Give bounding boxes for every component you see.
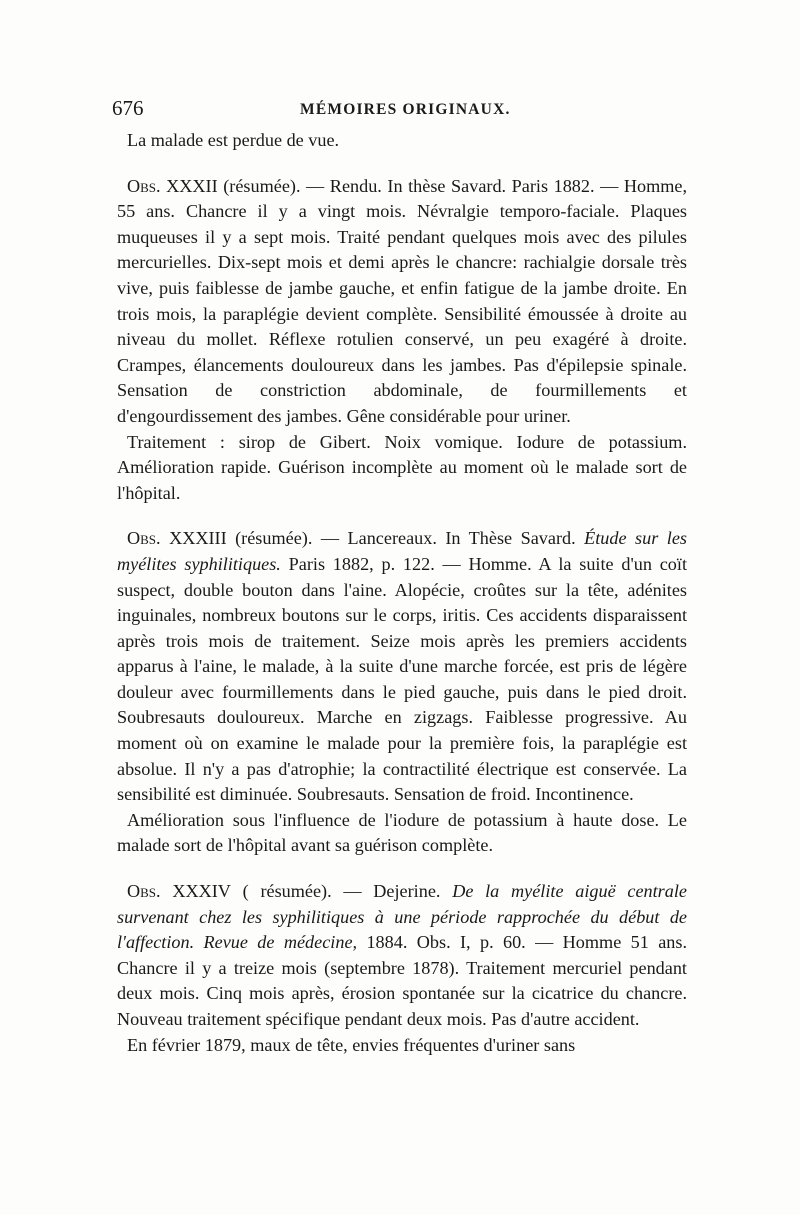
- observation-33-improvement: Amélioration sous l'influence de l'iodure de potassium à haute dose. Le malade sort de l'hôpital avant sa guérison complète.: [117, 809, 687, 856]
- observation-label: Obs. XXXIV: [127, 881, 231, 902]
- observation-label: Obs. XXXII: [127, 175, 218, 196]
- observation-text: (résumée). — Rendu. In thèse Savard. Paris 1882. — Homme, 55 ans. Chancre il y a vingt mois. Névralgie temporo-faciale. Plaques muqueuses il y a sept mois. Traité pendant quelques mois avec des pilules mercurielles. Dix-sept mois et demi après le chancre: rachialgie dorsale très vive, puis faiblesse de jambe gauche, et enfin fatigue de la jambe droite. En trois mois, la paraplégie devient complète. Sensibilité émoussée à droite au niveau du mollet. Réflexe rotulien conservé, un peu exagéré à droite. Crampes, élancements douloureux dans les jambes. Pas d'épilepsie spinale. Sensation de constriction abdominale, de fourmillements et d'engourdissement des jambes. Gêne considérable pour uriner.: [117, 175, 687, 426]
- running-head: MÉMOIRES ORIGINAUX.: [300, 101, 511, 118]
- observation-34-continuation: En février 1879, maux de tête, envies fréquentes d'uriner sans: [127, 1034, 576, 1055]
- page-header: [112, 96, 692, 122]
- observation-text: ( résumée). — Dejerine.: [230, 881, 453, 902]
- page-number: 676: [112, 96, 144, 120]
- cited-work-title: De la myélite aiguë centrale survenant chez les syphilitiques à une période rapprochée du début de l'affection. Revue de médecine,: [117, 881, 687, 953]
- observation-text: (résumée). — Lancereaux. In Thèse Savard.: [226, 528, 585, 549]
- observation-text: 1884. Obs. I, p. 60. — Homme 51 ans. Chancre il y a treize mois (septembre 1878). Traitement mercuriel pendant deux mois. Cinq mois après, érosion spontanée sur la cicatrice du chancre. Nouveau traitement spécifique pendant deux mois. Pas d'autre accident.: [117, 932, 688, 1029]
- paragraph-lost-to-follow-up: La malade est perdue de vue.: [127, 130, 340, 150]
- observation-34: [117, 879, 687, 1033]
- cited-work-title: Étude sur les myélites syphilitiques.: [117, 528, 687, 574]
- observation-32-treatment: Traitement : sirop de Gibert. Noix vomique. Iodure de potassium. Amélioration rapide. Guérison incomplète au moment où le malade sort de l'hôpital.: [117, 431, 687, 503]
- observation-33: [117, 526, 687, 808]
- body-text: [117, 128, 687, 1058]
- observation-label: Obs. XXXIII: [127, 528, 227, 549]
- observation-text: Paris 1882, p. 122. — Homme. A la suite d'un coït suspect, double bouton dans l'aine. Alopécie, croûtes sur la tête, adénites inguinales, nombreux boutons sur le corps, iritis. Ces accidents disparaissent après trois mois de traitement. Seize mois après les premiers accidents apparus à l'aine, le malade, à la suite d'une marche forcée, est pris de légère douleur avec fourmillements dans le pied gauche, puis dans le pied droit. Soubresauts douloureux. Marche en zigzags. Faiblesse progressive. Au moment où on examine le malade pour la première fois, la paraplégie est absolue. Il n'y a pas d'atrophie; la contractilité électrique est conservée. La sensibilité est diminuée. Soubresauts. Sensation de froid. Incontinence.: [117, 553, 687, 805]
- observation-32: [117, 174, 687, 430]
